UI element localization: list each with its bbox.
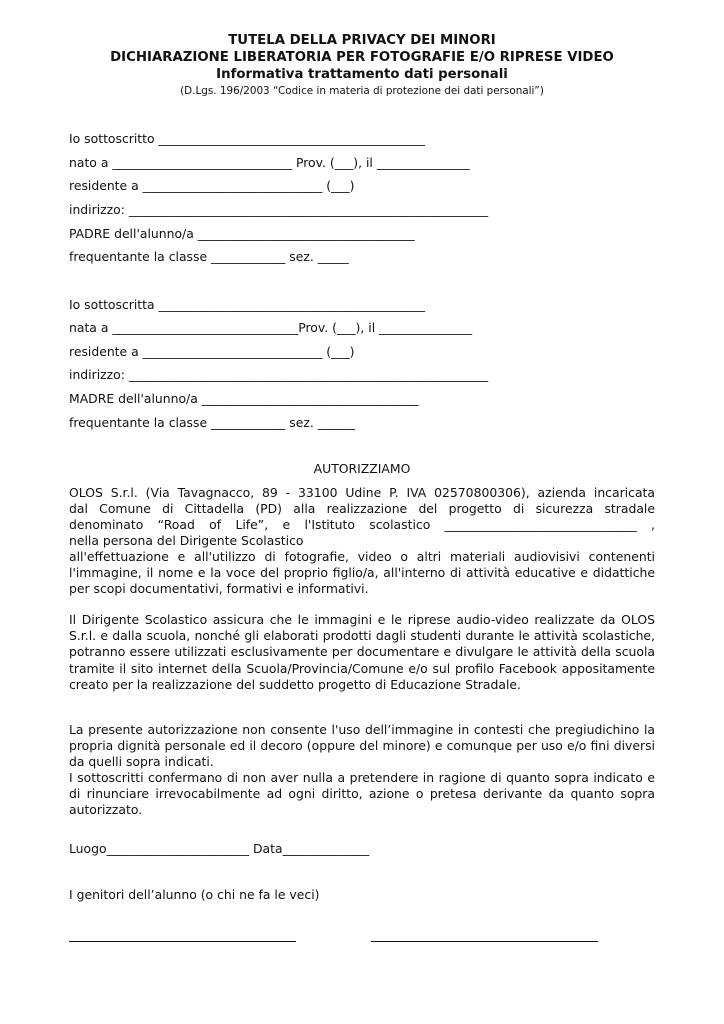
paragraph-olos-line2: dal Comune di Cittadella (PD) alla realizzazione del progetto di sicurezza stradale — [69, 501, 655, 516]
place-date-field[interactable]: Luogo_______________________ Data______________ — [69, 841, 370, 856]
mother-address-field[interactable]: indirizzo: __________________________________________________________ — [69, 367, 489, 382]
father-address-field[interactable]: indirizzo: __________________________________________________________ — [69, 202, 489, 217]
paragraph-olos-line3[interactable]: denominato “Road of Life”, e l'Istituto scolastico _______________________________ , — [69, 517, 655, 532]
father-class-field[interactable]: frequentante la classe ____________ sez. _____ — [69, 249, 349, 264]
paragraph-olos-line4: nella persona del Dirigente Scolastico — [69, 533, 304, 548]
mother-birth-field[interactable]: nata a ______________________________Prov. (___), il _______________ — [69, 320, 473, 335]
mother-student-field[interactable]: MADRE dell'alunno/a ___________________________________ — [69, 391, 419, 406]
document-header — [0, 32, 724, 98]
mother-name-field[interactable]: Io sottoscritta ___________________________________________ — [69, 297, 425, 312]
father-student-field[interactable]: PADRE dell'alunno/a ___________________________________ — [69, 226, 415, 241]
signature-line-left[interactable] — [69, 941, 296, 943]
signature-line-right[interactable] — [371, 941, 598, 943]
father-birth-field[interactable]: nato a _____________________________ Prov. (___), il _______________ — [69, 155, 470, 170]
paragraph-director: Il Dirigente Scolastico assicura che le immagini e le riprese audio-video realizzate da OLOS S.r.l. e dalla scuola, nonché gli elaborati prodotti dagli studenti durante le attività scolastiche, potranno essere utilizzati esclusivamente per documentare e divulgare le attività della scuola tramite il sito internet della Scuola/Provincia/Comune e/o sul profilo Facebook appositamente creato per la realizzazione del suddetto progetto di Educazione Stradale. — [69, 612, 655, 692]
title-declaration: DICHIARAZIONE LIBERATORIA PER FOTOGRAFIE E/O RIPRESE VIDEO — [110, 50, 614, 65]
mother-residence-field[interactable]: residente a _____________________________ (___) — [69, 344, 355, 359]
paragraph-usage: all'effettuazione e all'utilizzo di fotografie, video o altri materiali audiovisivi contenenti l'immagine, il nome e la voce del proprio figlio/a, all'interno di attività educative e didattiche per scopi documentativi, formativi e informativi. — [69, 549, 655, 597]
paragraph-limits: La presente autorizzazione non consente l'uso dell’immagine in contesti che pregiudichino la propria dignità personale ed il decoro (oppure del minore) e comunque per uso e/o fini diversi da quelli sopra indicati. — [69, 722, 655, 770]
father-name-field[interactable]: Io sottoscritto ___________________________________________ — [69, 131, 425, 146]
law-reference: (D.Lgs. 196/2003 “Codice in materia di protezione dei dati personali”) — [180, 85, 544, 97]
mother-class-field[interactable]: frequentante la classe ____________ sez. ______ — [69, 415, 355, 430]
paragraph-olos-line1: OLOS S.r.l. (Via Tavagnacco, 89 - 33100 Udine P. IVA 02570800306), azienda incaricata — [69, 485, 655, 500]
father-residence-field[interactable]: residente a _____________________________ (___) — [69, 178, 355, 193]
parents-label: I genitori dell’alunno (o chi ne fa le veci) — [69, 887, 320, 902]
title-informativa: Informativa trattamento dati personali — [216, 67, 508, 82]
paragraph-waiver: I sottoscritti confermano di non aver nulla a pretendere in ragione di quanto sopra indicato e di rinunciare irrevocabilmente ad ogni diritto, azione o pretesa derivante da quanto sopra autorizzato. — [69, 770, 655, 818]
title-privacy: TUTELA DELLA PRIVACY DEI MINORI — [228, 33, 496, 48]
authorize-heading: AUTORIZZIAMO — [313, 461, 411, 476]
